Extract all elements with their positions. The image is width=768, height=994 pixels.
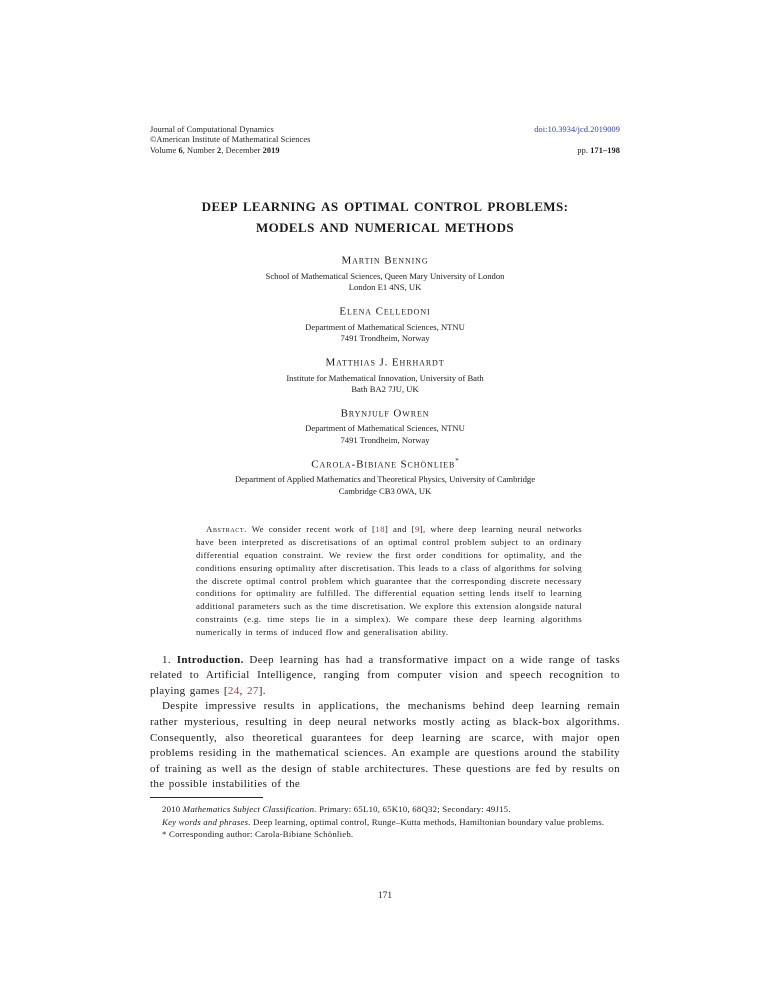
authors-section [150, 253, 620, 497]
paper-title [150, 196, 620, 238]
text-segment: Introduction. [176, 653, 244, 666]
author-name [150, 253, 620, 267]
text-segment: Deep learning, optimal control, Runge–Kutta methods, Hamiltonian boundary value problems. [250, 816, 605, 827]
author-name-text: Martin Benning [341, 254, 429, 267]
author-affiliation [150, 373, 620, 396]
author-block [150, 253, 620, 294]
footnote-keywords [150, 816, 620, 829]
affiliation-line1: Department of Mathematical Sciences, NTNU [305, 321, 465, 332]
author-name-text: Brynjulf Owren [340, 407, 430, 420]
author-block [150, 304, 620, 345]
footnote-msc [150, 803, 620, 816]
text-segment: We consider recent work of [ [246, 524, 376, 535]
author-mark: * [455, 456, 459, 465]
author-affiliation [150, 423, 620, 446]
affiliation-line2: 7491 Trondheim, Norway [340, 435, 430, 445]
text-segment: 171–198 [590, 145, 620, 155]
footnote-rule [150, 797, 263, 798]
affiliation-line1: School of Mathematical Sciences, Queen Mary University of London [265, 270, 505, 281]
body-text [150, 653, 620, 793]
text-segment: ], where deep learning neural networks have been interpreted as discretisations of an optimal control problem subject to an ordinary differential equation constraint. We review the first order conditions for optimality, and the conditions ensuring optimality after discretisation. This leads to a class of algorithms for solving the discrete optimal control problem which guarantee that the corresponding discrete necessary conditions for optimality are fulfilled. The differential equation setting lends itself to learning additional parameters such as the time discretisation. We explore this extension alongside natural constraints (e.g. time steps lie in a simplex). We compare these deep learning algorithms numerically in terms of induced flow and generalisation ability. [196, 524, 582, 637]
abstract-label: Abstract. [206, 524, 247, 535]
author-name-text: Carola-Bibiane Schönlieb [311, 458, 456, 471]
paper-title-line1: DEEP LEARNING AS OPTIMAL CONTROL PROBLEMS: [201, 199, 569, 215]
paper-title-line2: MODELS AND NUMERICAL METHODS [255, 220, 515, 236]
affiliation-line1: Institute for Mathematical Innovation, University of Bath [286, 372, 484, 383]
text-segment: pp. [577, 145, 591, 155]
abstract [196, 523, 582, 638]
affiliation-line2: Bath BA2 7JU, UK [351, 384, 419, 395]
footnote-corresponding-author: * Corresponding author: Carola-Bibiane Schönlieb. [162, 829, 354, 840]
journal-name: Journal of Computational Dynamics [150, 125, 274, 134]
text-segment: 2 [217, 145, 222, 155]
author-name [150, 355, 620, 369]
affiliation-line1: Department of Applied Mathematics and Theoretical Physics, University of Cambridge [234, 474, 536, 485]
intro-paragraph-1 [150, 653, 620, 700]
affiliation-line2: London E1 4NS, UK [348, 282, 422, 293]
content-column [150, 125, 621, 901]
text-segment: 6 [178, 145, 183, 155]
author-block [150, 457, 620, 498]
text-segment: Volume [150, 145, 179, 155]
text-segment: , [239, 684, 248, 697]
journal-header [150, 125, 620, 156]
doi-link[interactable]: doi:10.3934/jcd.2019009 [534, 125, 620, 134]
author-name [150, 304, 620, 318]
author-name [150, 457, 620, 471]
page-number: 171 [378, 891, 392, 901]
text-segment: 2010 [162, 803, 183, 814]
author-name-text: Elena Celledoni [339, 305, 431, 318]
author-name-text: Matthias J. Ehrhardt [325, 356, 445, 369]
citation-link[interactable]: 24 [227, 684, 240, 697]
text-segment: 2019 [262, 145, 280, 155]
author-affiliation [150, 271, 620, 294]
text-segment: Key words and phrases. [162, 816, 251, 827]
intro-paragraph-2: Despite impressive results in applications, the mechanisms behind deep learning remain rather mysterious, resulting in deep neural networks mostly acting as black-box algorithms. Consequently, also theoretical guarantees for deep learning are scarce, with major open problems residing in the mathematical sciences. An example are questions around the stability of training as well as the design of stable architectures. These questions are fed by results on the possible instabilities of the [150, 700, 620, 791]
volume-line [150, 146, 280, 156]
text-segment: Primary: 65L10, 65K10, 68Q32; Secondary: 49J15. [316, 803, 511, 814]
text-segment: Deep learning has had a transformative impact on a wide range of tasks related to Artificial Intelligence, ranging from computer vision and speech recognition to playing games [ [150, 653, 621, 697]
citation-link[interactable]: 18 [375, 524, 385, 535]
text-segment: ]. [258, 684, 266, 697]
text-segment: , December [221, 145, 263, 155]
publisher-line: ©American Institute of Mathematical Sciences [150, 135, 311, 145]
footnotes [150, 803, 620, 841]
author-name [150, 406, 620, 420]
affiliation-line2: 7491 Trondheim, Norway [340, 333, 430, 344]
page-range [577, 146, 620, 156]
text-segment: Mathematics Subject Classification. [182, 803, 317, 814]
abstract-text [196, 524, 582, 636]
author-affiliation [150, 322, 620, 345]
text-segment: 1. [162, 653, 177, 666]
citation-link[interactable]: 9 [414, 524, 420, 535]
author-affiliation [150, 474, 620, 497]
citation-link[interactable]: 27 [247, 684, 259, 697]
text-segment: , Number [182, 145, 217, 155]
author-block [150, 406, 620, 447]
affiliation-line1: Department of Mathematical Sciences, NTNU [305, 423, 465, 434]
author-block [150, 355, 620, 396]
text-segment: ] and [ [384, 524, 415, 535]
affiliation-line2: Cambridge CB3 0WA, UK [338, 485, 432, 496]
